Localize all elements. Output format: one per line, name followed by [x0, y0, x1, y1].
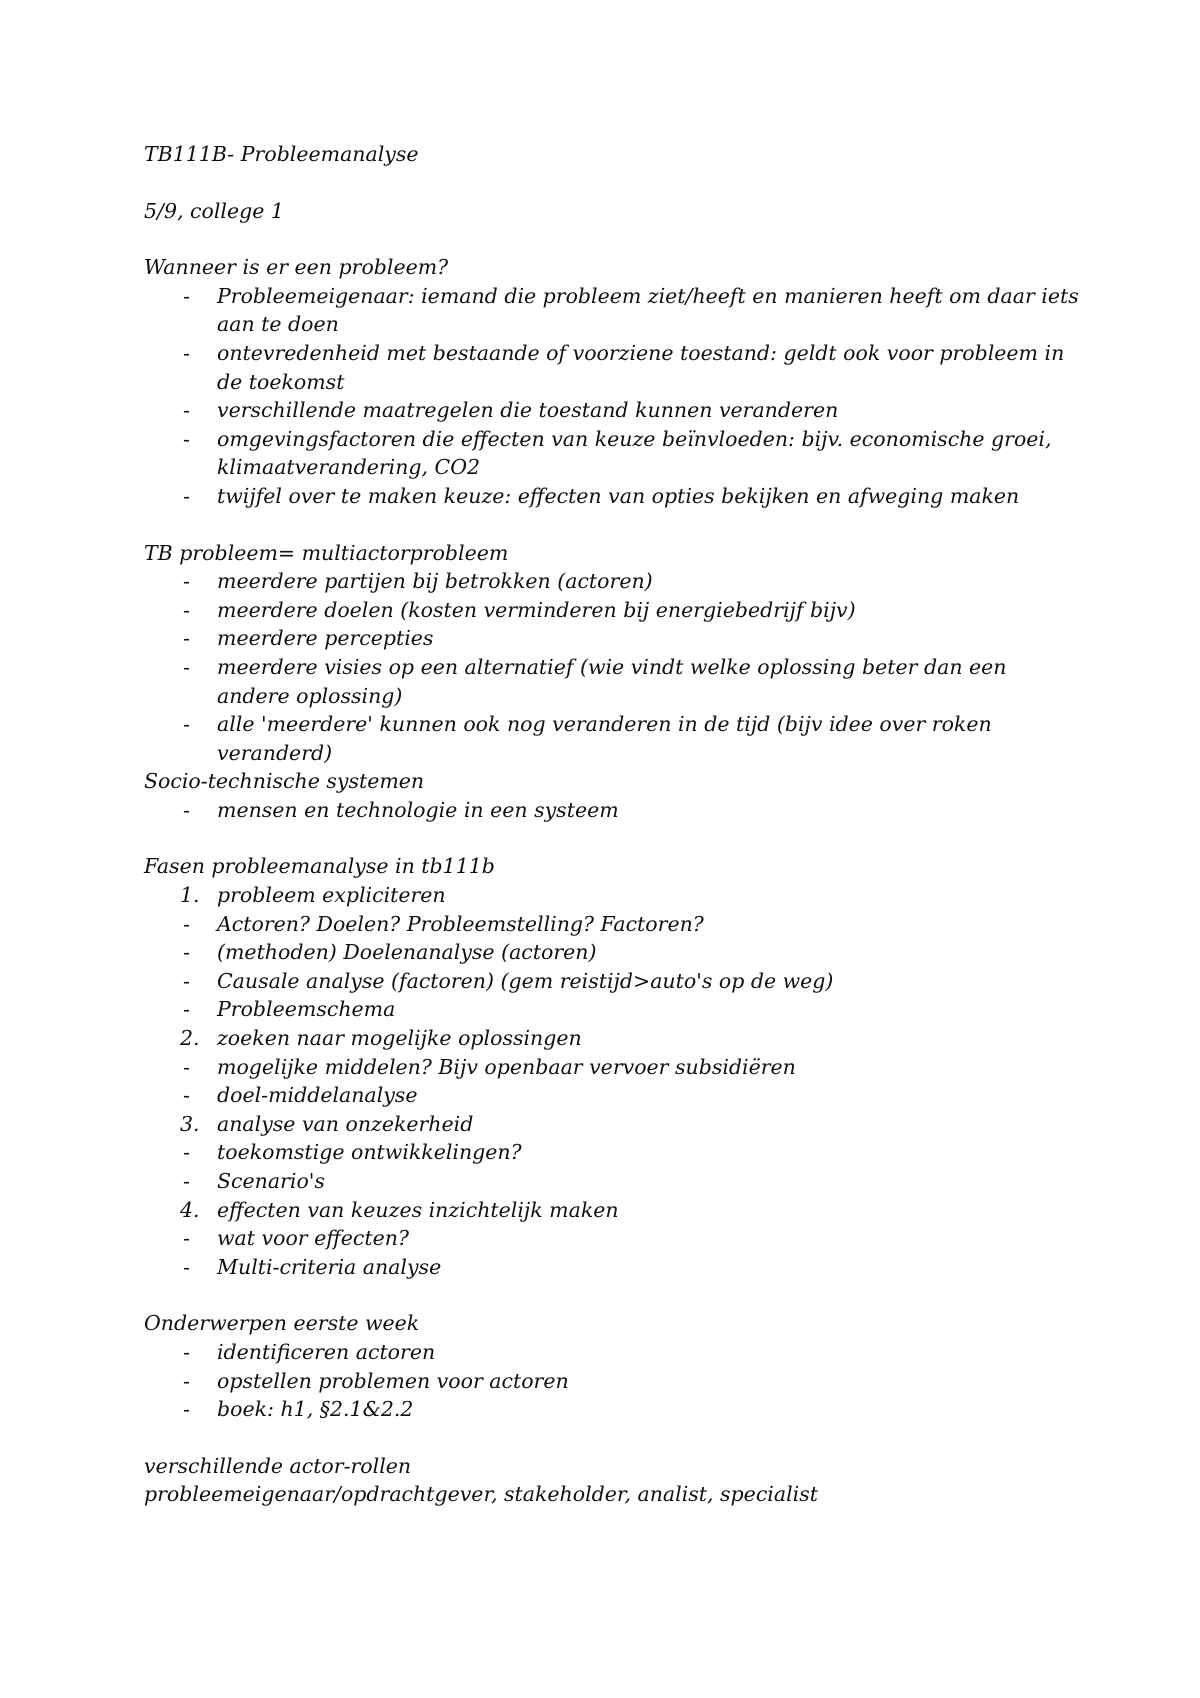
list-item-text: twijfel over te maken keuze: effecten van opties bekijken en afweging maken: [217, 483, 1020, 508]
list-item-text: alle 'meerdere' kunnen ook nog veranderen in de tijd (bijv idee over roken veranderd): [217, 712, 992, 765]
list-item-text: meerdere visies op een alternatief (wie vindt welke oplossing beter dan een andere oplossing): [217, 654, 1007, 708]
number-marker: 3.: [180, 1111, 200, 1136]
list-item-text: analyse van onzekerheid: [217, 1111, 474, 1136]
list-item: [144, 1081, 1084, 1110]
list-item: [144, 710, 1084, 767]
bullet-marker: -: [183, 1169, 190, 1193]
bullet-marker: -: [183, 283, 190, 308]
number-marker: 4.: [180, 1197, 200, 1222]
bullet-marker: -: [183, 398, 190, 423]
list-item: [144, 1110, 1084, 1139]
list-item: [144, 938, 1084, 967]
list-item: [144, 1138, 1084, 1167]
list-item: [144, 910, 1084, 939]
bullet-marker: -: [183, 997, 190, 1022]
list-item: [144, 596, 1084, 625]
list-item-text: effecten van keuzes inzichtelijk maken: [217, 1197, 619, 1222]
date-line: 5/9, college 1: [144, 198, 284, 223]
list-item: [144, 567, 1084, 596]
bullet-marker: -: [183, 1226, 190, 1251]
list-item: [144, 1167, 1084, 1196]
list-item-text: zoeken naar mogelijke oplossingen: [217, 1026, 582, 1051]
section-heading-multiactor: TB probleem= multiactorprobleem: [144, 540, 509, 565]
list-item: [144, 396, 1084, 425]
list-item-text: meerdere percepties: [217, 626, 434, 651]
bullet-marker: -: [183, 1368, 190, 1393]
bullet-marker: -: [183, 1083, 190, 1108]
list-multiactor: [144, 567, 1084, 767]
list-item: [144, 967, 1084, 996]
list-item: [144, 282, 1084, 339]
spacer: [144, 1281, 1084, 1309]
closing-line: probleemeigenaar/opdrachtgever, stakeholder, analist, specialist: [144, 1482, 818, 1507]
section-heading-probleem: Wanneer is er een probleem?: [144, 255, 449, 280]
bullet-marker: -: [183, 797, 190, 822]
number-marker: 1.: [180, 883, 200, 908]
list-item-text: Probleemeigenaar: iemand die probleem ziet/heeft en manieren heeft om daar iets aan te doen: [217, 283, 1079, 337]
list-item: [144, 995, 1084, 1024]
document-page: [144, 140, 1084, 1509]
list-item: [144, 339, 1084, 396]
list-item: [144, 653, 1084, 710]
list-item-text: Multi-criteria analyse: [217, 1254, 442, 1279]
list-item: [144, 1338, 1084, 1367]
section-heading-fasen: Fasen probleemanalyse in tb111b: [144, 854, 495, 879]
spacer: [144, 824, 1084, 852]
bullet-marker: -: [183, 1140, 190, 1165]
list-item-text: mensen en technologie in een systeem: [217, 797, 619, 822]
section-heading-socio-technisch: Socio-technische systemen: [144, 769, 425, 794]
bullet-marker: -: [183, 968, 190, 993]
list-item-text: mogelijke middelen? Bijv openbaar vervoer subsidiëren: [217, 1054, 796, 1079]
list-item-text: ontevredenheid met bestaande of voorziene toestand: geldt ook voor probleem in de toekomst: [217, 340, 1065, 394]
list-item: [144, 1367, 1084, 1396]
list-item-text: omgevingsfactoren die effecten van keuze beïnvloeden: bijv. economische groei, klimaatverandering, CO2: [217, 426, 1052, 480]
list-item-text: meerdere partijen bij betrokken (actoren): [217, 569, 653, 594]
list-item: [144, 1224, 1084, 1253]
bullet-marker: -: [183, 340, 190, 365]
list-item-text: Causale analyse (factoren) (gem reistijd>auto's op de weg): [217, 968, 834, 993]
list-item: [144, 1024, 1084, 1053]
bullet-marker: -: [183, 654, 190, 679]
list-item: [144, 482, 1084, 511]
bullet-marker: -: [183, 1339, 190, 1364]
list-item: [144, 881, 1084, 910]
list-item-text: wat voor effecten?: [217, 1226, 409, 1251]
list-item-text: (methoden) Doelenanalyse (actoren): [217, 940, 597, 965]
spacer: [144, 169, 1084, 197]
spacer: [144, 225, 1084, 253]
bullet-marker: -: [183, 940, 190, 965]
list-item: [144, 425, 1084, 482]
bullet-marker: -: [183, 569, 190, 594]
list-fasen: [144, 881, 1084, 1281]
closing-heading: verschillende actor-rollen: [144, 1453, 412, 1478]
bullet-marker: -: [183, 1054, 190, 1079]
list-item-text: probleem expliciteren: [217, 883, 446, 908]
list-item-text: toekomstige ontwikkelingen?: [217, 1140, 522, 1165]
spacer: [144, 1424, 1084, 1452]
list-item-text: identificeren actoren: [217, 1339, 436, 1364]
bullet-marker: -: [183, 712, 190, 737]
list-item-text: Scenario's: [217, 1169, 325, 1193]
list-item-text: opstellen problemen voor actoren: [217, 1368, 569, 1393]
list-onderwerpen: [144, 1338, 1084, 1424]
list-item: [144, 1253, 1084, 1282]
list-item-text: Probleemschema: [217, 997, 396, 1022]
spacer: [144, 511, 1084, 539]
list-item: [144, 796, 1084, 825]
bullet-marker: -: [183, 1254, 190, 1279]
list-item: [144, 1395, 1084, 1424]
bullet-marker: -: [183, 597, 190, 622]
list-item-text: boek: h1, §2.1&2.2: [217, 1397, 414, 1422]
bullet-marker: -: [183, 911, 190, 936]
list-item-text: verschillende maatregelen die toestand kunnen veranderen: [217, 398, 839, 423]
bullet-marker: -: [183, 426, 190, 451]
list-item: [144, 624, 1084, 653]
list-probleem: [144, 282, 1084, 511]
document-title: TB111B- Probleemanalyse: [144, 142, 419, 166]
bullet-marker: -: [183, 1397, 190, 1422]
list-item-text: Actoren? Doelen? Probleemstelling? Factoren?: [217, 911, 704, 936]
list-item: [144, 1053, 1084, 1082]
section-heading-onderwerpen: Onderwerpen eerste week: [144, 1311, 420, 1336]
list-item-text: meerdere doelen (kosten verminderen bij energiebedrijf bijv): [217, 597, 856, 622]
bullet-marker: -: [183, 483, 190, 508]
list-item: [144, 1196, 1084, 1225]
list-item-text: doel-middelanalyse: [217, 1083, 418, 1108]
list-socio-technisch: [144, 796, 1084, 825]
bullet-marker: -: [183, 626, 190, 651]
number-marker: 2.: [180, 1026, 200, 1051]
